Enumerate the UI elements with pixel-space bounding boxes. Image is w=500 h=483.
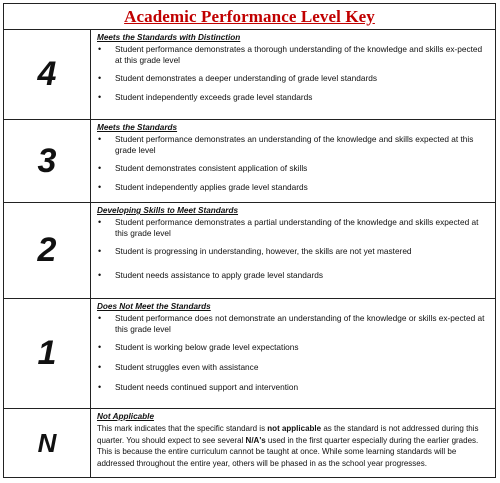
bullet-icon: •: [98, 134, 102, 144]
description-cell: [91, 409, 496, 478]
list-item: • Student is progressing in understanding, however, the skills are not yet mastered: [98, 246, 412, 256]
level-cell: [4, 203, 91, 299]
description-cell: [91, 30, 496, 120]
bullet-icon: •: [98, 182, 102, 192]
list-item: • Student needs assistance to apply grade level standards: [98, 270, 324, 280]
bullet-list: [97, 44, 491, 103]
list-item: • Student performance demonstrates a thorough understanding of the knowledge and skills ex-pected at this grade level: [98, 44, 483, 65]
level-mark-3: 3: [37, 141, 57, 180]
level-cell: [4, 120, 91, 203]
bullet-list: [97, 134, 491, 193]
level-heading: Developing Skills to Meet Standards: [97, 206, 239, 215]
bullet-icon: •: [98, 217, 102, 227]
list-item: • Student independently applies grade level standards: [98, 182, 308, 192]
level-key-table: [3, 29, 496, 478]
list-item: • Student performance does not demonstrate an understanding of the knowledge or skills ex-pected at this grade level: [98, 313, 485, 334]
na-description: This mark indicates that the specific standard is not applicable as the standard is not addressed during this quarter. You should expect to see several N/A's used in the first quarter especially during the earlier grades. This is because the entire curriculum cannot be taught at once. While some learning standards will be addressed throughout the entire year, others will be phased in as the school year progresses.: [97, 424, 479, 468]
level-heading: Meets the Standards with Distinction: [97, 33, 241, 42]
bullet-icon: •: [98, 342, 102, 352]
list-item: • Student demonstrates a deeper understanding of grade level standards: [98, 73, 377, 83]
level-cell: [4, 409, 91, 478]
level-mark-4: 4: [37, 55, 57, 93]
emphasis-text: N/A's: [245, 435, 266, 445]
level-row-3: [4, 120, 496, 203]
level-row-4: [4, 30, 496, 120]
title-row: [3, 3, 496, 29]
page-title: Academic Performance Level Key: [124, 6, 375, 26]
description-cell: [91, 203, 496, 299]
level-row-na: [4, 409, 496, 478]
list-item: • Student struggles even with assistance: [98, 362, 259, 372]
bullet-icon: •: [98, 382, 102, 392]
bullet-icon: •: [98, 270, 102, 280]
list-item: • Student demonstrates consistent application of skills: [98, 163, 308, 173]
description-cell: [91, 120, 496, 203]
bullet-list: [97, 313, 491, 393]
bullet-icon: •: [98, 246, 102, 256]
bullet-icon: •: [98, 44, 102, 54]
level-heading: Not Applicable: [97, 412, 155, 421]
list-item: • Student independently exceeds grade level standards: [98, 92, 313, 102]
level-mark-2: 2: [37, 231, 57, 269]
bullet-list: [97, 217, 491, 281]
bullet-icon: •: [98, 92, 102, 102]
bullet-icon: •: [98, 362, 102, 372]
description-cell: [91, 299, 496, 409]
bullet-icon: •: [98, 163, 102, 173]
level-row-2: [4, 203, 496, 299]
list-item: • Student is working below grade level expectations: [98, 342, 299, 352]
list-item: • Student performance demonstrates a partial understanding of the knowledge and skills expected at this grade level: [98, 217, 479, 238]
level-mark-n: N: [37, 427, 57, 458]
bullet-icon: •: [98, 73, 102, 83]
bullet-icon: •: [98, 313, 102, 323]
level-heading: Does Not Meet the Standards: [97, 302, 211, 311]
level-heading: Meets the Standards: [97, 123, 178, 132]
list-item: • Student needs continued support and intervention: [98, 382, 299, 392]
level-row-1: [4, 299, 496, 409]
level-cell: [4, 299, 91, 409]
list-item: • Student performance demonstrates an understanding of the knowledge and skills expected at this grade level: [98, 134, 474, 155]
level-mark-1: 1: [37, 334, 57, 372]
emphasis-text: not applicable: [267, 424, 322, 433]
level-cell: [4, 30, 91, 120]
